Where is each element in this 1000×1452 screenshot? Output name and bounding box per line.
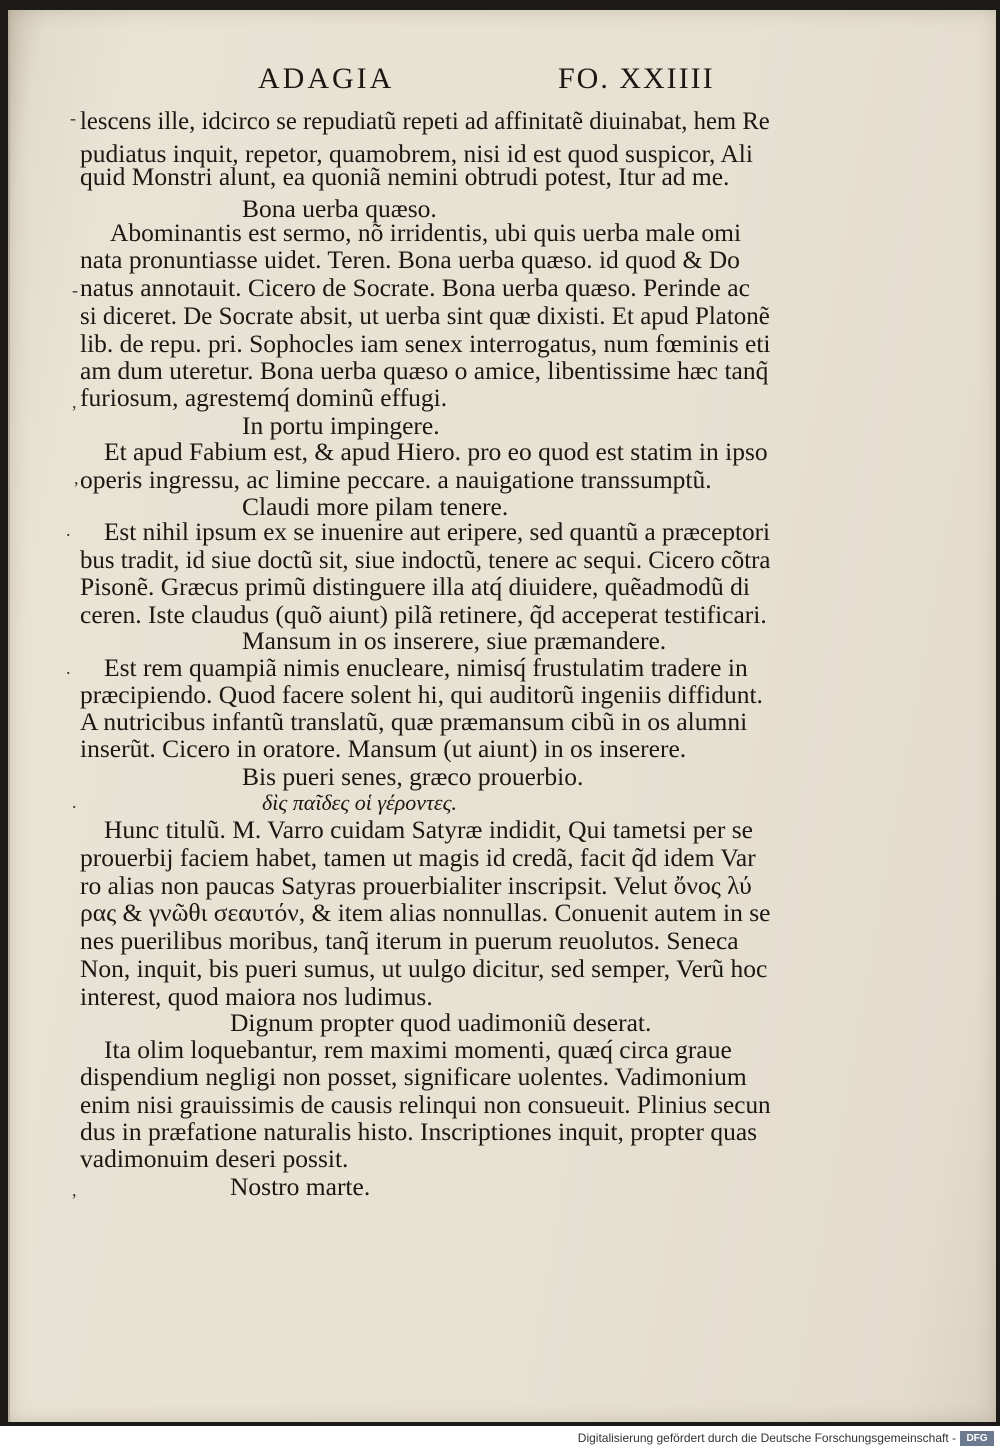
text-line: ro alias non paucas Satyras prouerbialiter inscripsit. Velut ὄνος λύ: [80, 871, 752, 900]
text-line: vadimonuim deseri possit.: [80, 1144, 349, 1173]
text-line: bus tradit, id siue doctũ sit, siue indoctũ, tenere ac sequi. Cicero cõtra: [80, 545, 771, 574]
section-heading: Bis pueri senes, græco prouerbio.: [242, 762, 584, 791]
text-line: furiosum, agrestemq́ dominũ effugi.: [80, 383, 448, 412]
text-line: Non, inquit, bis pueri sumus, ut uulgo dicitur, sed semper, Verũ hoc: [80, 954, 768, 983]
text-line: dispendium negligi non posset, significare uolentes. Vadimonium: [80, 1062, 747, 1091]
margin-mark: -: [70, 108, 76, 128]
text-line: quid Monstri alunt, ea quoniã nemini obtrudi potest, Itur ad me.: [80, 162, 730, 191]
text-line: Pisonẽ. Græcus primũ distinguere illa atq́ diuidere, quẽadmodũ di: [80, 572, 750, 601]
running-title: ADAGIA: [258, 62, 395, 95]
text-line: operis ingressu, ac limine peccare. a nauigatione transsumptũ.: [80, 465, 712, 494]
text-line: lib. de repu. pri. Sophocles iam senex interrogatus, num fœminis eti: [80, 329, 771, 358]
section-heading: In portu impingere.: [242, 411, 440, 440]
text-line: A nutricibus infantũ translatũ, quæ præmansum cibũ in os alumni: [80, 707, 748, 736]
text-line: Est rem quampiã nimis enucleare, nimisq́ frustulatim tradere in: [104, 653, 748, 682]
text-line: nes puerilibus moribus, tanq̃ iterum in puerum reuolutos. Seneca: [80, 926, 739, 955]
margin-mark: .: [72, 792, 77, 812]
text-line: dus in præfatione naturalis histo. Inscriptiones inquit, propter quas: [80, 1117, 758, 1146]
text-line: Ita olim loquebantur, rem maximi momenti, quæq́ circa graue: [104, 1035, 732, 1064]
text-line: præcipiendo. Quod facere solent hi, qui auditorũ ingeniis diffidunt.: [80, 680, 763, 709]
dfg-logo: DFG: [960, 1431, 994, 1446]
digitization-credit: Digitalisierung gefördert durch die Deutsche Forschungsgemeinschaft -: [577, 1431, 956, 1445]
text-line: ceren. Iste claudus (quõ aiunt) pilã retinere, q̃d acceperat testificari.: [80, 600, 767, 629]
text-line: ρας & γνῶθι σεαυτόν, & item alias nonnullas. Conuenit autem in se: [80, 898, 771, 927]
text-line: Et apud Fabium est, & apud Hiero. pro eo quod est statim in ipso: [104, 437, 768, 466]
folio-number: FO. XXIIII: [558, 62, 715, 95]
margin-mark: .: [66, 658, 71, 678]
text-line: enim nisi grauissimis de causis relinqui non consueuit. Plinius secun: [80, 1090, 771, 1119]
section-heading: Nostro marte.: [230, 1172, 371, 1201]
footer-bar: [0, 1426, 1000, 1452]
text-line: lescens ille, idcirco se repudiatũ repeti ad affinitatẽ diuinabat, hem Re: [80, 106, 770, 135]
text-line: si diceret. De Socrate absit, ut uerba sint quæ dixisti. Et apud Platonẽ: [80, 301, 770, 330]
section-heading: Dignum propter quod uadimoniũ deserat.: [230, 1008, 652, 1037]
text-line: inserũt. Cicero in oratore. Mansum (ut aiunt) in os inserere.: [80, 734, 687, 763]
margin-mark: ,: [72, 1180, 77, 1200]
text-line: pudiatus inquit, repetor, quamobrem, nisi id est quod suspicor, Ali: [80, 139, 753, 168]
text-line: Hunc titulũ. M. Varro cuidam Satyræ indidit, Qui tametsi per se: [104, 815, 753, 844]
text-line: Est nihil ipsum ex se inuenire aut eripere, sed quantũ a præceptori: [104, 517, 771, 546]
section-heading: Claudi more pilam tenere.: [242, 492, 509, 521]
text-line: interest, quod maiora nos ludimus.: [80, 982, 433, 1011]
margin-mark: .: [66, 520, 71, 540]
text-line: Abominantis est sermo, nõ irridentis, ubi quis uerba male omi: [110, 218, 742, 247]
section-heading: Bona uerba quæso.: [242, 194, 437, 223]
text-line: nata pronuntiasse uidet. Teren. Bona uerba quæso. id quod & Do: [80, 245, 740, 274]
margin-mark: ,: [72, 392, 77, 412]
margin-mark: -: [72, 280, 78, 300]
text-line: natus annotauit. Cicero de Socrate. Bona uerba quæso. Perinde ac: [80, 273, 750, 302]
text-line: prouerbij faciem habet, tamen ut magis id credã, facit q̃d idem Var: [80, 843, 756, 872]
margin-mark: ,: [74, 468, 79, 488]
section-heading: Mansum in os inserere, siue præmandere.: [242, 626, 667, 655]
greek-proverb: δὶς παῖδες οἱ γέροντες.: [262, 790, 458, 815]
text-line: am dum uteretur. Bona uerba quæso o amice, libentissime hæc tanq̃: [80, 356, 769, 385]
